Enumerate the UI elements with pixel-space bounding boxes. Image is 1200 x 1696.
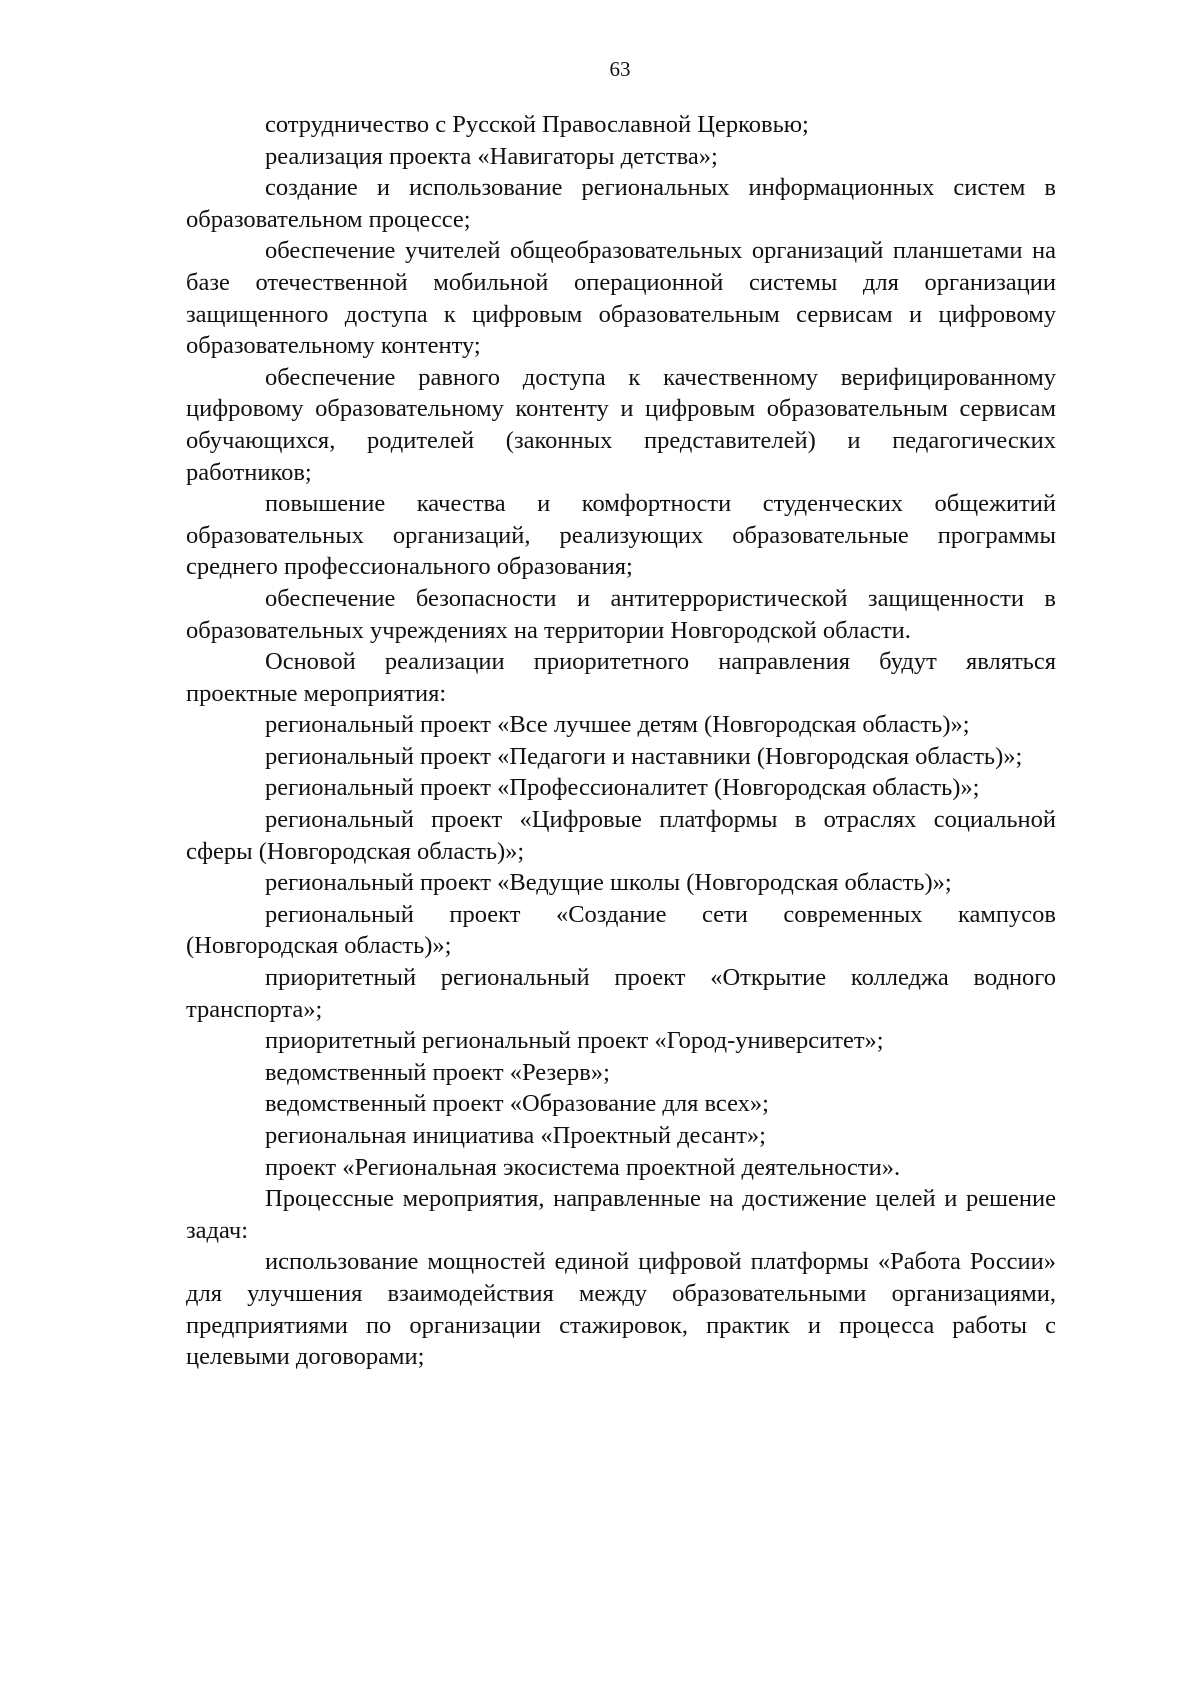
paragraph: повышение качества и комфортности студенческих общежитий образовательных организаций, реализующих образовательные программы среднего профессионального образования; [186,490,1056,581]
paragraph: ведомственный проект «Резерв»; [265,1058,610,1086]
paragraph: Основой реализации приоритетного направления будут являться проектные мероприятия: [186,648,1056,707]
paragraph: региональный проект «Цифровые платформы в отраслях социальной сферы (Новгородская область)»; [186,806,1056,865]
paragraph: обеспечение учителей общеобразовательных организаций планшетами на базе отечественной мобильной операционной системы для организации защищенного доступа к цифровым образовательным сервисам и цифровому образовательному контенту; [186,237,1056,360]
paragraph: региональный проект «Педагоги и наставники (Новгородская область)»; [265,742,1023,770]
paragraph: обеспечение равного доступа к качественному верифицированному цифровому образовательному контенту и цифровым образовательным сервисам обучающихся, родителей (законных представителей) и педагогических работников; [186,363,1056,486]
paragraph: региональный проект «Создание сети современных кампусов (Новгородская область)»; [186,900,1056,960]
paragraph: Процессные мероприятия, направленные на достижение целей и решение задач: [186,1185,1056,1244]
page-number: 63 [609,57,631,81]
paragraph: использование мощностей единой цифровой платформы «Работа России» для улучшения взаимодействия между образовательными организациями, предприятиями по организации стажировок, практик и процесса работы с целевыми договорами; [186,1248,1056,1371]
body-text [186,109,1056,1373]
paragraph: приоритетный региональный проект «Город-университет»; [265,1027,884,1055]
paragraph: проект «Региональная экосистема проектной деятельности». [265,1153,901,1181]
paragraph: региональный проект «Все лучшее детям (Новгородская область)»; [265,711,970,739]
paragraph: ведомственный проект «Образование для всех»; [265,1090,769,1118]
paragraph: региональный проект «Ведущие школы (Новгородская область)»; [265,869,952,897]
paragraph: сотрудничество с Русской Православной Церковью; [265,111,809,138]
paragraph: реализация проекта «Навигаторы детства»; [265,142,718,170]
paragraph: региональный проект «Профессионалитет (Новгородская область)»; [265,774,980,802]
paragraph: создание и использование региональных информационных систем в образовательном процессе; [186,174,1056,233]
paragraph: приоритетный региональный проект «Открытие колледжа водного транспорта»; [186,964,1056,1023]
paragraph: региональная инициатива «Проектный десант»; [265,1122,766,1149]
paragraph: обеспечение безопасности и антитеррористической защищенности в образовательных учреждениях на территории Новгородской области. [186,584,1056,644]
